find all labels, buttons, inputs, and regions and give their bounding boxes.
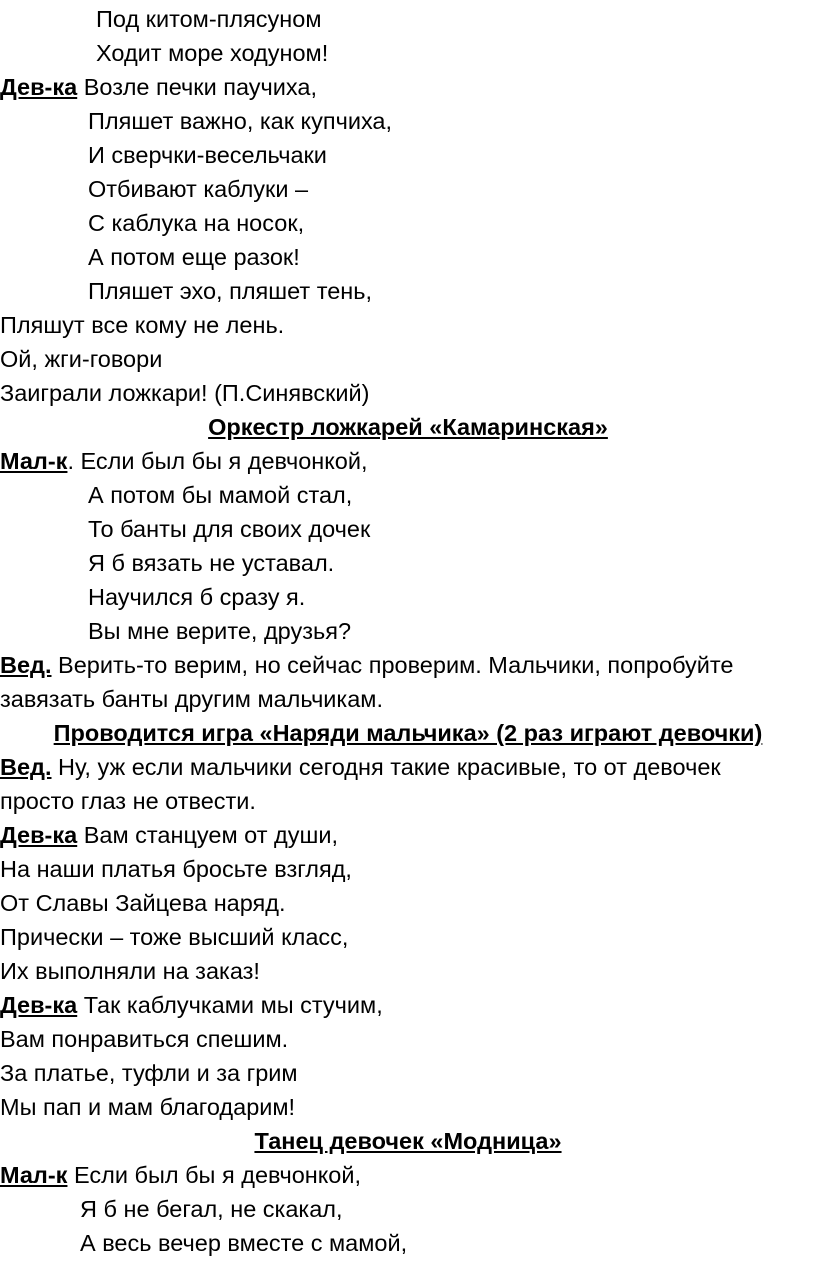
poem-line: Заиграли ложкари! (П.Синявский) — [0, 380, 370, 406]
speaker-label: Вед. — [0, 652, 52, 678]
poem-line: А потом бы мамой стал, — [88, 482, 353, 508]
speaker-label: Мал-к — [0, 448, 68, 474]
speaker-label: Мал-к — [0, 1162, 68, 1188]
poem-line: То банты для своих дочек — [88, 516, 371, 542]
line-text: Так каблучками мы стучим, — [77, 992, 383, 1018]
poem-line: Прически – тоже высший класс, — [0, 924, 349, 950]
line-text: Возле печки паучиха, — [83, 74, 317, 100]
speaker-line — [0, 444, 368, 478]
speaker-line — [0, 70, 317, 104]
line-text: Если был бы я девчонкой, — [67, 1162, 362, 1188]
poem-line: Мы пап и мам благодарим! — [0, 1094, 296, 1120]
section-heading: Проводится игра «Наряди мальчика» (2 раз играют девочки) — [53, 720, 763, 746]
poem-line: Пляшет эхо, пляшет тень, — [88, 278, 373, 304]
speaker-label: Дев-ка — [0, 992, 78, 1018]
speaker-label: Дев-ка — [0, 74, 78, 100]
speaker-line — [0, 1158, 361, 1192]
speaker-line — [0, 818, 338, 852]
poem-line: Вы мне верите, друзья? — [88, 618, 352, 644]
line-text: Ну, уж если мальчики сегодня такие красивые, то от девочек — [51, 754, 721, 780]
poem-line: За платье, туфли и за грим — [0, 1060, 298, 1086]
speaker-line — [0, 648, 733, 682]
poem-line: Их выполняли на заказ! — [0, 958, 260, 984]
poem-line: Ходит море ходуном! — [96, 40, 329, 66]
poem-line: Я б не бегал, не скакал, — [80, 1196, 343, 1222]
poem-line: завязать банты другим мальчикам. — [0, 686, 383, 712]
poem-line: От Славы Зайцева наряд. — [0, 890, 286, 916]
poem-line: А потом еще разок! — [88, 244, 300, 270]
poem-line: На наши платья бросьте взгляд, — [0, 856, 352, 882]
poem-line: Отбивают каблуки – — [88, 176, 309, 202]
speaker-label: Дев-ка — [0, 822, 78, 848]
poem-line: Я б вязать не уставал. — [88, 550, 335, 576]
poem-line: Вам понравиться спешим. — [0, 1026, 289, 1052]
line-text: . Если был бы я девчонкой, — [67, 448, 368, 474]
line-text: Вам станцуем от души, — [77, 822, 338, 848]
poem-line: просто глаз не отвести. — [0, 788, 256, 814]
poem-line: Ой, жги-говори — [0, 346, 163, 372]
speaker-line — [0, 988, 383, 1022]
poem-line: Пляшут все кому не лень. — [0, 312, 285, 338]
poem-line: И сверчки-весельчаки — [88, 142, 327, 168]
poem-line: А весь вечер вместе с мамой, — [80, 1230, 408, 1256]
section-heading: Танец девочек «Модница» — [254, 1128, 562, 1154]
poem-line: Пляшет важно, как купчиха, — [88, 108, 393, 134]
speaker-label: Вед. — [0, 754, 52, 780]
line-text: Верить-то верим, но сейчас проверим. Мальчики, попробуйте — [51, 652, 734, 678]
poem-line: С каблука на носок, — [88, 210, 305, 236]
speaker-line — [0, 750, 721, 784]
section-heading: Оркестр ложкарей «Камаринская» — [208, 414, 608, 440]
poem-line: Научился б сразу я. — [88, 584, 306, 610]
poem-line: Под китом-плясуном — [96, 6, 322, 32]
